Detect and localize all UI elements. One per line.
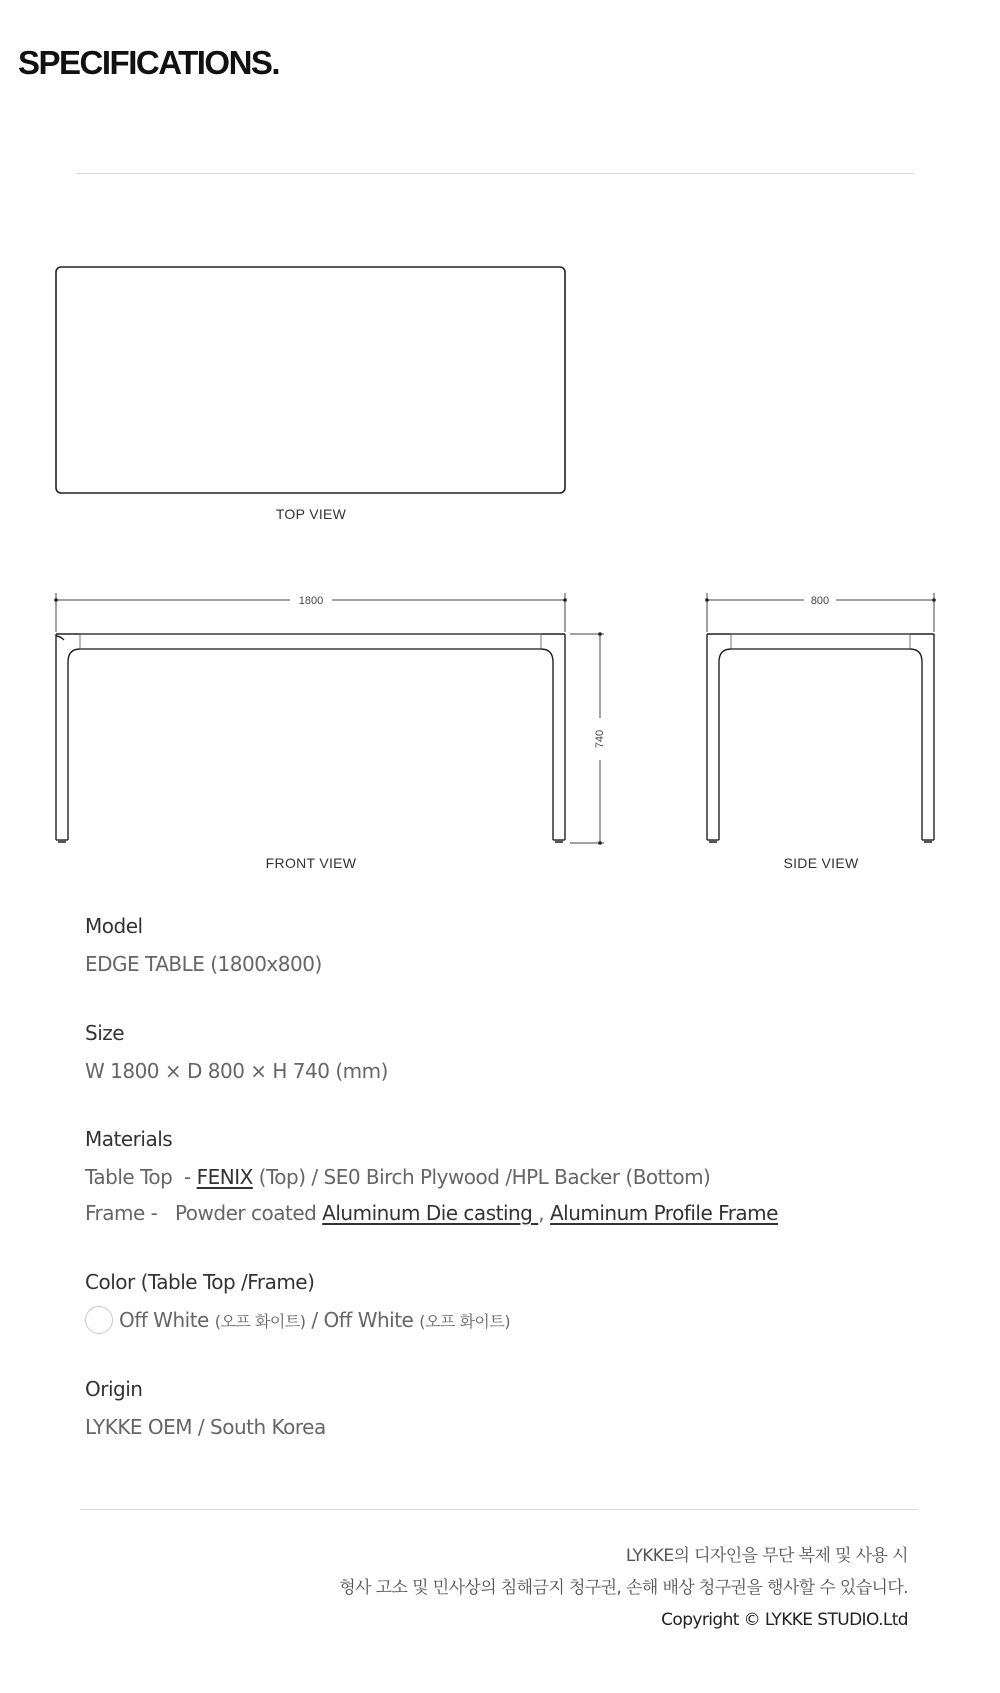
materials-tabletop <box>85 1159 905 1195</box>
origin-value: LYKKE OEM / South Korea <box>85 1415 326 1439</box>
tabletop-prefix: Table Top - <box>85 1165 197 1189</box>
height-label: 740 <box>593 729 606 749</box>
origin-label: Origin <box>85 1377 143 1401</box>
frame-color-name: Off White <box>323 1308 414 1332</box>
copyright: Copyright © LYKKE STUDIO.Ltd <box>661 1610 908 1630</box>
materials-frame <box>85 1195 905 1231</box>
spec-color <box>85 1270 905 1340</box>
spec-origin <box>85 1377 905 1445</box>
materials-label: Materials <box>85 1127 173 1151</box>
front-width-label: 1800 <box>298 595 324 607</box>
front-view-table <box>56 634 565 840</box>
bottom-divider <box>80 1509 918 1510</box>
color-label: Color (Table Top /Frame) <box>85 1270 315 1294</box>
spec-model <box>85 914 905 982</box>
frame-prefix: Frame - Powder coated <box>85 1201 323 1225</box>
top-view-outline <box>56 267 565 493</box>
footer-line-2: 형사 고소 및 민사상의 침해금지 청구권, 손해 배상 청구권을 행사할 수 있습니다. <box>339 1578 908 1598</box>
size-label: Size <box>85 1021 125 1045</box>
side-view-table <box>707 634 934 840</box>
frame-color-korean: (오프 화이트) <box>419 1312 511 1331</box>
tabletop-rest: (Top) / SE0 Birch Plywood /HPL Backer (Bottom) <box>252 1165 711 1189</box>
size-value: W 1800 × D 800 × H 740 (mm) <box>85 1059 388 1083</box>
top-color-korean: (오프 화이트) <box>214 1312 306 1331</box>
color-separator: / <box>305 1308 324 1332</box>
frame-separator: , <box>538 1201 550 1225</box>
footer-notice <box>339 1540 908 1636</box>
spec-size <box>85 1021 905 1089</box>
fenix-link[interactable]: FENIX <box>196 1165 253 1189</box>
spec-materials <box>85 1127 905 1231</box>
front-view-label: FRONT VIEW <box>265 855 357 871</box>
off-white-swatch <box>85 1306 113 1334</box>
aluminum-profile-frame-link[interactable]: Aluminum Profile Frame <box>549 1201 778 1225</box>
footer-line-1: LYKKE의 디자인을 무단 복제 및 사용 시 <box>625 1546 908 1566</box>
side-view-label: SIDE VIEW <box>783 855 859 871</box>
model-value: EDGE TABLE (1800x800) <box>85 952 322 976</box>
side-depth-label: 800 <box>810 595 830 607</box>
aluminum-die-casting-link[interactable]: Aluminum Die casting <box>322 1201 539 1225</box>
page-title: SPECIFICATIONS. <box>18 44 280 81</box>
top-color-name: Off White <box>119 1308 209 1332</box>
color-value <box>85 1302 905 1340</box>
top-view-label: TOP VIEW <box>275 506 347 522</box>
model-label: Model <box>85 914 143 938</box>
